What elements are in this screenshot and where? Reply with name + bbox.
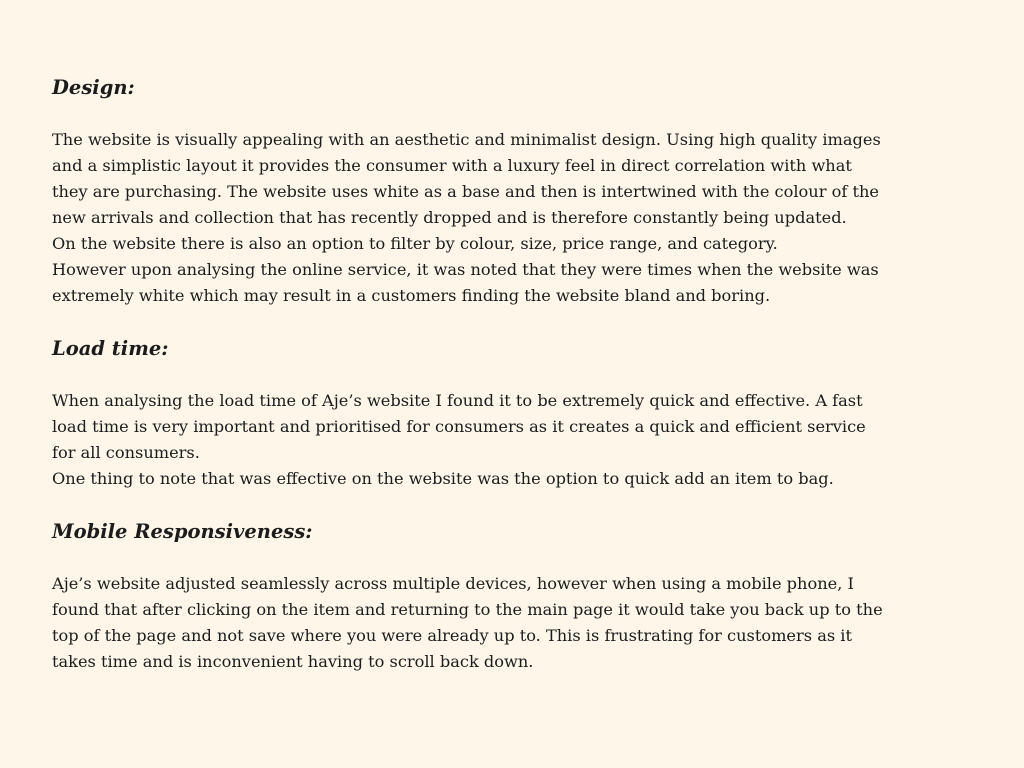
- section-load-time: [52, 335, 982, 492]
- section-heading-load-time: Load time:: [52, 337, 169, 360]
- text-line: One thing to note that was effective on the website was the option to quick add an item to bag.: [52, 469, 834, 488]
- text-line: new arrivals and collection that has recently dropped and is therefore constantly being updated.: [52, 208, 847, 227]
- text-line: they are purchasing. The website uses white as a base and then is intertwined with the colour of the: [52, 182, 879, 201]
- section-paragraph-load-time: [52, 388, 982, 492]
- section-heading-design: Design:: [52, 76, 135, 99]
- text-line: takes time and is inconvenient having to scroll back down.: [52, 652, 534, 671]
- document-body: [52, 74, 982, 701]
- text-line: Aje’s website adjusted seamlessly across multiple devices, however when using a mobile phone, I: [52, 574, 854, 593]
- text-line: found that after clicking on the item and returning to the main page it would take you back up to the: [52, 600, 883, 619]
- text-line: However upon analysing the online service, it was noted that they were times when the website was: [52, 260, 879, 279]
- text-line: extremely white which may result in a customers finding the website bland and boring.: [52, 286, 771, 305]
- text-line: The website is visually appealing with an aesthetic and minimalist design. Using high quality images: [52, 130, 881, 149]
- text-line: On the website there is also an option to filter by colour, size, price range, and category.: [52, 234, 778, 253]
- section-paragraph-design: [52, 127, 982, 309]
- section-paragraph-mobile-responsiveness: [52, 571, 982, 675]
- text-line: top of the page and not save where you were already up to. This is frustrating for customers as it: [52, 626, 852, 645]
- text-line: for all consumers.: [52, 443, 200, 462]
- text-line: When analysing the load time of Aje’s website I found it to be extremely quick and effective. A fast: [52, 391, 863, 410]
- text-line: and a simplistic layout it provides the consumer with a luxury feel in direct correlation with what: [52, 156, 852, 175]
- section-mobile-responsiveness: [52, 518, 982, 675]
- section-heading-mobile-responsiveness: Mobile Responsiveness:: [52, 520, 313, 543]
- section-design: [52, 74, 982, 309]
- text-line: load time is very important and prioritised for consumers as it creates a quick and efficient service: [52, 417, 866, 436]
